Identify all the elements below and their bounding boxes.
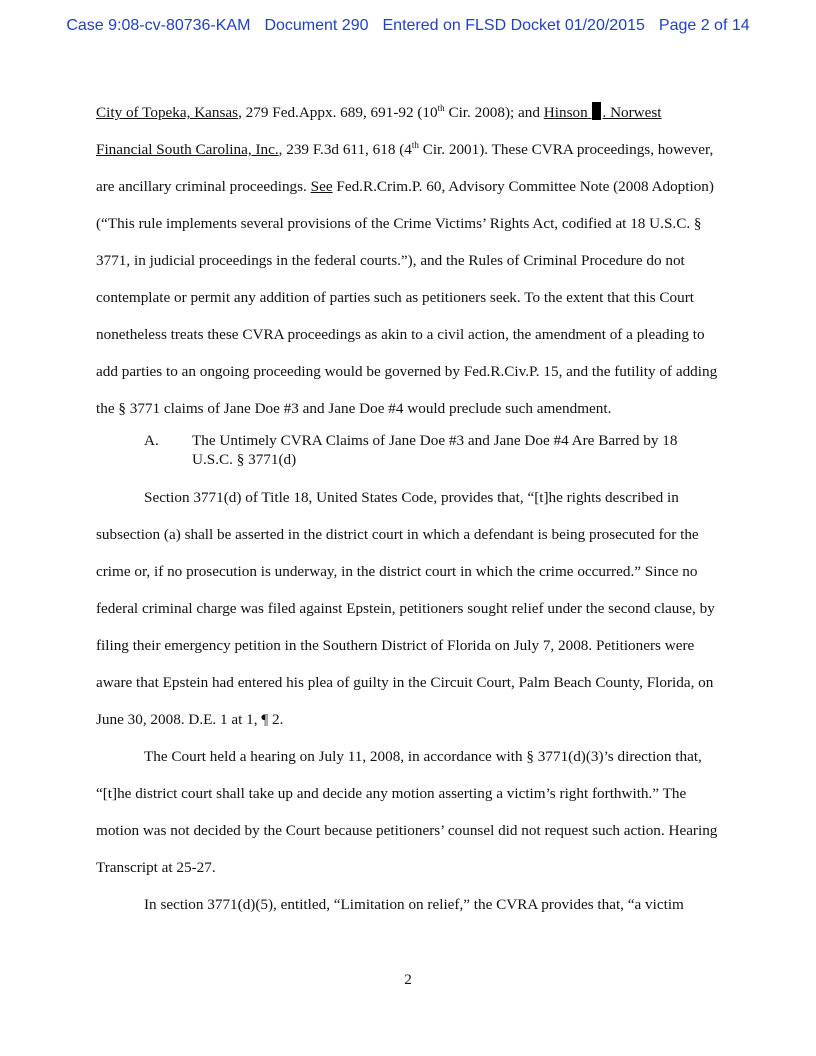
document-number: Document 290 — [264, 17, 369, 34]
section-heading-label: A. — [144, 432, 159, 449]
citation-topeka: City of Topeka, Kansas — [96, 104, 239, 121]
paragraph-4: In section 3771(d)(5), entitled, “Limitation on relief,” the CVRA provides that, “a victim — [144, 896, 684, 913]
case-number: Case 9:08-cv-80736-KAM — [66, 17, 251, 34]
signal-see: See — [310, 178, 333, 195]
section-heading-text: The Untimely CVRA Claims of Jane Doe #3 and Jane Doe #4 Are Barred by 18 U.S.C. § 3771(d) — [192, 432, 678, 468]
document-body — [96, 94, 720, 923]
section-heading — [96, 431, 720, 469]
redaction-box — [592, 102, 601, 120]
page-of-total: Page 2 of 14 — [658, 17, 750, 34]
docket-header — [0, 17, 816, 35]
paragraph-2: Section 3771(d) of Title 18, United States Code, provides that, “[t]he rights described in subsection (a) shall be asserted in the district court in which a defendant is being prosecuted for the crime or, if no prosecution is underway, in the district court in which the crime occurred.” Since no federal criminal charge was filed against Epstein, petitioners sought relief under the second clause, by filing their emergency petition in the Southern District of Florida on July 7, 2008. Petitioners were aware that Epstein had entered his plea of guilty in the Circuit Court, Palm Beach County, Florida, on June 30, 2008. D.E. 1 at 1, ¶ 2. — [96, 489, 715, 728]
paragraph-3: The Court held a hearing on July 11, 2008, in accordance with § 3771(d)(3)’s direction that, “[t]he district court shall take up and decide any motion asserting a victim’s right forthwith.” The motion was not decided by the Court because petitioners’ counsel did not request such action. Hearing Transcript at 25-27. — [96, 748, 718, 876]
paragraph-1: City of Topeka, Kansas, 279 Fed.Appx. 689, 691-92 (10th Cir. 2008); and Hinson . Norwest Financial South Carolina, Inc., 239 F.3d 611, 618 (4th Cir. 2001). These CVRA proceedings, however, are ancillary criminal proceedings. See Fed.R.Crim.P. 60, Advisory Committee Note (2008 Adoption)(“This rule implements several provisions of the Crime Victims’ Rights Act, codified at 18 U.S.C. § 3771, in judicial proceedings in the federal courts.”), and the Rules of Criminal Procedure do not contemplate or permit any addition of parties such as petitioners seek. To the extent that this Court nonetheless treats these CVRA proceedings as akin to a civil action, the amendment of a pleading to add parties to an ongoing proceeding would be governed by Fed.R.Civ.P. 15, and the futility of adding the § 3771 claims of Jane Doe #3 and Jane Doe #4 would preclude such amendment. — [96, 103, 718, 417]
citation-hinson: Hinson . Norwest Financial South Carolina, Inc. — [96, 104, 662, 158]
docket-entry: Entered on FLSD Docket 01/20/2015 — [382, 17, 645, 34]
page-number: 2 — [404, 971, 412, 988]
